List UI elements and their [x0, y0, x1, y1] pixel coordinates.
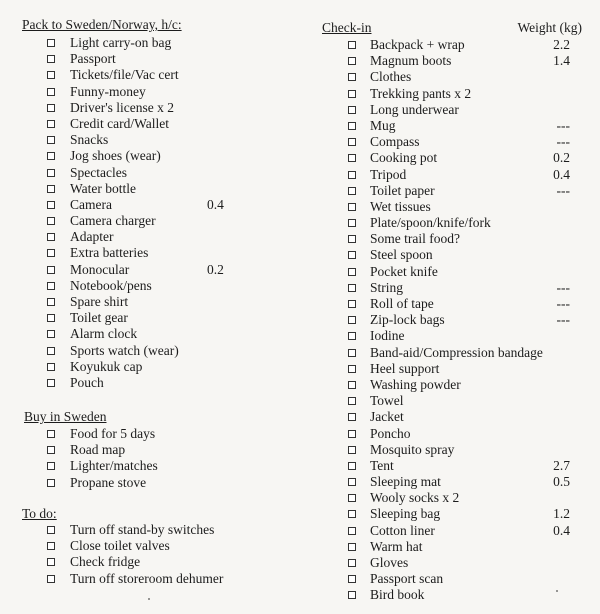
- checklist-item: [322, 506, 582, 522]
- item-label: String: [370, 279, 404, 295]
- checklist-item: [22, 522, 292, 538]
- checklist-item: [322, 118, 582, 134]
- item-label: Gloves: [370, 555, 409, 570]
- scan-speck: [148, 598, 150, 600]
- checkbox-icon[interactable]: [348, 494, 356, 502]
- checklist-item: [22, 343, 292, 359]
- checklist-item: [22, 310, 292, 326]
- item-label: Jog shoes (wear): [70, 148, 161, 164]
- checkbox-icon[interactable]: [47, 542, 55, 550]
- checklist-item: [322, 539, 582, 555]
- item-weight: 1.4: [553, 53, 570, 69]
- checklist-item: [22, 442, 292, 458]
- checklist-item: [22, 262, 292, 278]
- checklist-item: [22, 213, 292, 229]
- checklist-item: [322, 426, 582, 442]
- weight-heading: Weight (kg): [517, 20, 582, 35]
- item-label: Tripod: [370, 166, 407, 182]
- checkbox-icon[interactable]: [348, 527, 356, 535]
- checklist-item: [322, 458, 582, 474]
- checklist-item: [22, 229, 292, 245]
- item-label: Cooking pot: [370, 150, 438, 166]
- checkbox-icon[interactable]: [348, 349, 356, 357]
- item-label: Toilet gear: [70, 310, 128, 326]
- checklist-item: [22, 181, 292, 197]
- item-label: Alarm clock: [70, 326, 138, 342]
- checkbox-icon[interactable]: [348, 413, 356, 421]
- checkbox-icon[interactable]: [348, 510, 356, 518]
- buy-list: [22, 426, 292, 491]
- item-label: Iodine: [370, 328, 405, 344]
- checkbox-icon[interactable]: [348, 41, 356, 49]
- checklist-item: [322, 571, 582, 587]
- checkin-list: [322, 37, 582, 604]
- item-label: Passport scan: [370, 571, 444, 587]
- buy-heading: Buy in Sweden: [24, 409, 107, 424]
- checkbox-icon[interactable]: [348, 446, 356, 454]
- checklist-item: [322, 345, 582, 361]
- checklist-item: [22, 426, 292, 442]
- item-weight: 0.4: [207, 196, 224, 212]
- item-label: Propane stove: [70, 474, 147, 490]
- checkbox-icon[interactable]: [47, 558, 55, 566]
- item-label: Camera: [70, 196, 112, 212]
- item-label: Turn off storeroom dehumer: [70, 570, 224, 586]
- pack-heading: Pack to Sweden/Norway, h/c:: [22, 17, 182, 32]
- checkbox-icon[interactable]: [47, 71, 55, 79]
- checkbox-icon[interactable]: [47, 347, 55, 355]
- item-label: Passport: [70, 51, 116, 67]
- item-label: Poncho: [370, 425, 411, 441]
- item-label: Plate/spoon/knife/fork: [370, 215, 491, 231]
- checkbox-icon[interactable]: [47, 266, 55, 274]
- item-label: Backpack + wrap: [370, 37, 465, 52]
- item-label: Lighter/matches: [70, 458, 158, 474]
- item-label: Notebook/pens: [70, 277, 152, 293]
- checklist-item: [22, 278, 292, 294]
- checkbox-icon[interactable]: [348, 57, 356, 65]
- checkbox-icon[interactable]: [47, 446, 55, 454]
- checklist-item: [22, 538, 292, 554]
- item-label: Band-aid/Compression bandage: [370, 344, 543, 360]
- item-label: Roll of tape: [370, 296, 434, 311]
- checklist-item: [22, 100, 292, 116]
- checklist-item: [22, 554, 292, 570]
- item-label: Steel spoon: [370, 247, 433, 263]
- checkbox-icon[interactable]: [348, 462, 356, 470]
- checkbox-icon[interactable]: [348, 332, 356, 340]
- item-label: Funny-money: [70, 83, 146, 99]
- todo-list: [22, 522, 292, 587]
- checklist-item: [322, 312, 582, 328]
- checkbox-icon[interactable]: [47, 185, 55, 193]
- checklist-item: [22, 84, 292, 100]
- checkbox-icon[interactable]: [47, 526, 55, 534]
- checkbox-icon[interactable]: [348, 187, 356, 195]
- item-label: Sleeping mat: [370, 474, 441, 490]
- scan-speck: [556, 590, 558, 592]
- checklist-item: [22, 475, 292, 491]
- checklist-item: [22, 294, 292, 310]
- item-label: Light carry-on bag: [70, 35, 172, 50]
- checkbox-icon[interactable]: [47, 282, 55, 290]
- item-weight: ---: [556, 117, 570, 133]
- item-label: Credit card/Wallet: [70, 115, 169, 131]
- checkbox-icon[interactable]: [47, 201, 55, 209]
- checkbox-icon[interactable]: [47, 575, 55, 583]
- checkbox-icon[interactable]: [47, 88, 55, 96]
- checkbox-icon[interactable]: [47, 136, 55, 144]
- item-label: Mosquito spray: [370, 441, 455, 457]
- checkbox-icon[interactable]: [348, 478, 356, 486]
- item-label: Monocular: [70, 261, 130, 277]
- item-label: Warm hat: [370, 538, 423, 554]
- item-label: Sleeping bag: [370, 506, 441, 522]
- checklist-item: [322, 86, 582, 102]
- item-label: Bird book: [370, 587, 425, 603]
- item-label: Compass: [370, 134, 420, 150]
- checkbox-icon[interactable]: [348, 381, 356, 389]
- item-label: Zip-lock bags: [370, 312, 445, 328]
- item-label: Camera charger: [70, 213, 156, 229]
- checklist-item: [22, 116, 292, 132]
- checklist-item: [22, 359, 292, 375]
- checkbox-icon[interactable]: [47, 462, 55, 470]
- item-weight: 0.2: [553, 150, 570, 166]
- checklist-item: [22, 67, 292, 83]
- checklist-item: [322, 409, 582, 425]
- checkbox-icon[interactable]: [348, 106, 356, 114]
- item-label: Trekking pants x 2: [370, 85, 472, 101]
- checkbox-icon[interactable]: [47, 104, 55, 112]
- item-label: Pocket knife: [370, 263, 438, 279]
- checkbox-icon[interactable]: [47, 217, 55, 225]
- checkbox-icon[interactable]: [348, 284, 356, 292]
- checkbox-icon[interactable]: [47, 233, 55, 241]
- checkbox-icon[interactable]: [47, 330, 55, 338]
- checkbox-icon[interactable]: [348, 219, 356, 227]
- item-label: Tickets/file/Vac cert: [70, 67, 179, 83]
- item-label: Turn off stand-by switches: [70, 522, 215, 537]
- checkbox-icon[interactable]: [348, 73, 356, 81]
- checkbox-icon[interactable]: [47, 169, 55, 177]
- item-weight: 1.2: [553, 506, 570, 522]
- checklist-item: [322, 215, 582, 231]
- item-label: Check fridge: [70, 554, 141, 570]
- item-label: Food for 5 days: [70, 426, 156, 441]
- pack-list: [22, 35, 292, 391]
- item-label: Jacket: [370, 409, 404, 425]
- checklist-item: [322, 183, 582, 199]
- checklist-item: [22, 35, 292, 51]
- item-label: Road map: [70, 442, 126, 458]
- checklist-item: [322, 296, 582, 312]
- checklist-item: [322, 247, 582, 263]
- checkbox-icon[interactable]: [47, 120, 55, 128]
- checkbox-icon[interactable]: [348, 575, 356, 583]
- item-label: Clothes: [370, 69, 412, 85]
- item-label: Adapter: [70, 229, 114, 245]
- checklist-item: [322, 264, 582, 280]
- checkbox-icon[interactable]: [348, 251, 356, 259]
- item-label: Driver's license x 2: [70, 99, 175, 115]
- item-label: Magnum boots: [370, 53, 452, 69]
- checklist-item: [322, 555, 582, 571]
- checkbox-icon[interactable]: [348, 122, 356, 130]
- checklist-item: [322, 199, 582, 215]
- checklist-item: [22, 197, 292, 213]
- checklist-item: [322, 377, 582, 393]
- item-weight: ---: [556, 134, 570, 150]
- item-label: Spectacles: [70, 164, 127, 180]
- item-label: Long underwear: [370, 101, 459, 117]
- checklist-item: [322, 474, 582, 490]
- checklist-item: [322, 280, 582, 296]
- checklist-item: [322, 231, 582, 247]
- item-label: Snacks: [70, 132, 109, 148]
- item-weight: 0.5: [553, 474, 570, 490]
- checklist-item: [322, 134, 582, 150]
- item-weight: 0.2: [207, 261, 224, 277]
- checkbox-icon[interactable]: [348, 365, 356, 373]
- checkbox-icon[interactable]: [348, 430, 356, 438]
- item-label: Pouch: [70, 374, 104, 390]
- checklist-item: [22, 245, 292, 261]
- item-label: Washing powder: [370, 376, 461, 392]
- item-label: Wet tissues: [370, 198, 431, 214]
- checklist-item: [322, 361, 582, 377]
- item-label: Wooly socks x 2: [370, 490, 460, 506]
- checkbox-icon[interactable]: [47, 298, 55, 306]
- checkbox-icon[interactable]: [348, 154, 356, 162]
- checklist-item: [322, 587, 582, 603]
- checkbox-icon[interactable]: [47, 249, 55, 257]
- checkbox-icon[interactable]: [348, 397, 356, 405]
- item-label: Toilet paper: [370, 182, 435, 198]
- checklist-item: [322, 328, 582, 344]
- checkbox-icon[interactable]: [348, 90, 356, 98]
- checklist-item: [322, 37, 582, 53]
- todo-heading: To do:: [22, 506, 57, 521]
- item-weight: 2.2: [553, 37, 570, 52]
- checkbox-icon[interactable]: [47, 363, 55, 371]
- item-label: Towel: [370, 393, 404, 409]
- item-weight: 2.7: [553, 457, 570, 473]
- checkbox-icon[interactable]: [348, 171, 356, 179]
- item-label: Koyukuk cap: [70, 358, 143, 374]
- checkbox-icon[interactable]: [47, 430, 55, 438]
- item-label: Water bottle: [70, 180, 137, 196]
- checkbox-icon[interactable]: [348, 591, 356, 599]
- checklist-item: [322, 442, 582, 458]
- checkbox-icon[interactable]: [348, 268, 356, 276]
- item-label: Heel support: [370, 360, 440, 376]
- checkbox-icon[interactable]: [348, 203, 356, 211]
- checklist-item: [322, 490, 582, 506]
- item-weight: ---: [556, 312, 570, 328]
- checklist-item: [22, 165, 292, 181]
- item-label: Close toilet valves: [70, 538, 170, 554]
- checkbox-icon[interactable]: [348, 559, 356, 567]
- checkbox-icon[interactable]: [47, 152, 55, 160]
- checkbox-icon[interactable]: [348, 235, 356, 243]
- item-weight: ---: [556, 296, 570, 311]
- checklist-item: [22, 571, 292, 587]
- checklist-item: [322, 102, 582, 118]
- item-weight: 0.4: [553, 522, 570, 538]
- checklist-item: [22, 375, 292, 391]
- checklist-item: [22, 132, 292, 148]
- item-label: Extra batteries: [70, 245, 149, 261]
- checkbox-icon[interactable]: [348, 300, 356, 308]
- checklist-item: [22, 51, 292, 67]
- checkbox-icon[interactable]: [348, 543, 356, 551]
- item-label: Cotton liner: [370, 522, 435, 538]
- checklist-item: [22, 458, 292, 474]
- item-weight: 0.4: [553, 166, 570, 182]
- item-label: Tent: [370, 457, 394, 473]
- checkbox-icon[interactable]: [348, 316, 356, 324]
- checklist-item: [322, 150, 582, 166]
- item-label: Some trail food?: [370, 231, 460, 247]
- checkbox-icon[interactable]: [47, 479, 55, 487]
- checkbox-icon[interactable]: [47, 39, 55, 47]
- checklist-item: [322, 393, 582, 409]
- item-weight: ---: [556, 279, 570, 295]
- checkbox-icon[interactable]: [47, 379, 55, 387]
- item-weight: ---: [556, 182, 570, 198]
- item-label: Sports watch (wear): [70, 342, 179, 358]
- checkbox-icon[interactable]: [348, 138, 356, 146]
- checkbox-icon[interactable]: [47, 55, 55, 63]
- item-label: Spare shirt: [70, 294, 129, 309]
- checklist-item: [22, 148, 292, 164]
- checkin-heading: Check-in: [322, 20, 372, 35]
- checklist-item: [322, 167, 582, 183]
- checklist-item: [322, 53, 582, 69]
- checklist-item: [322, 523, 582, 539]
- checkbox-icon[interactable]: [47, 314, 55, 322]
- checklist-item: [22, 326, 292, 342]
- item-label: Mug: [370, 117, 396, 133]
- checklist-item: [322, 69, 582, 85]
